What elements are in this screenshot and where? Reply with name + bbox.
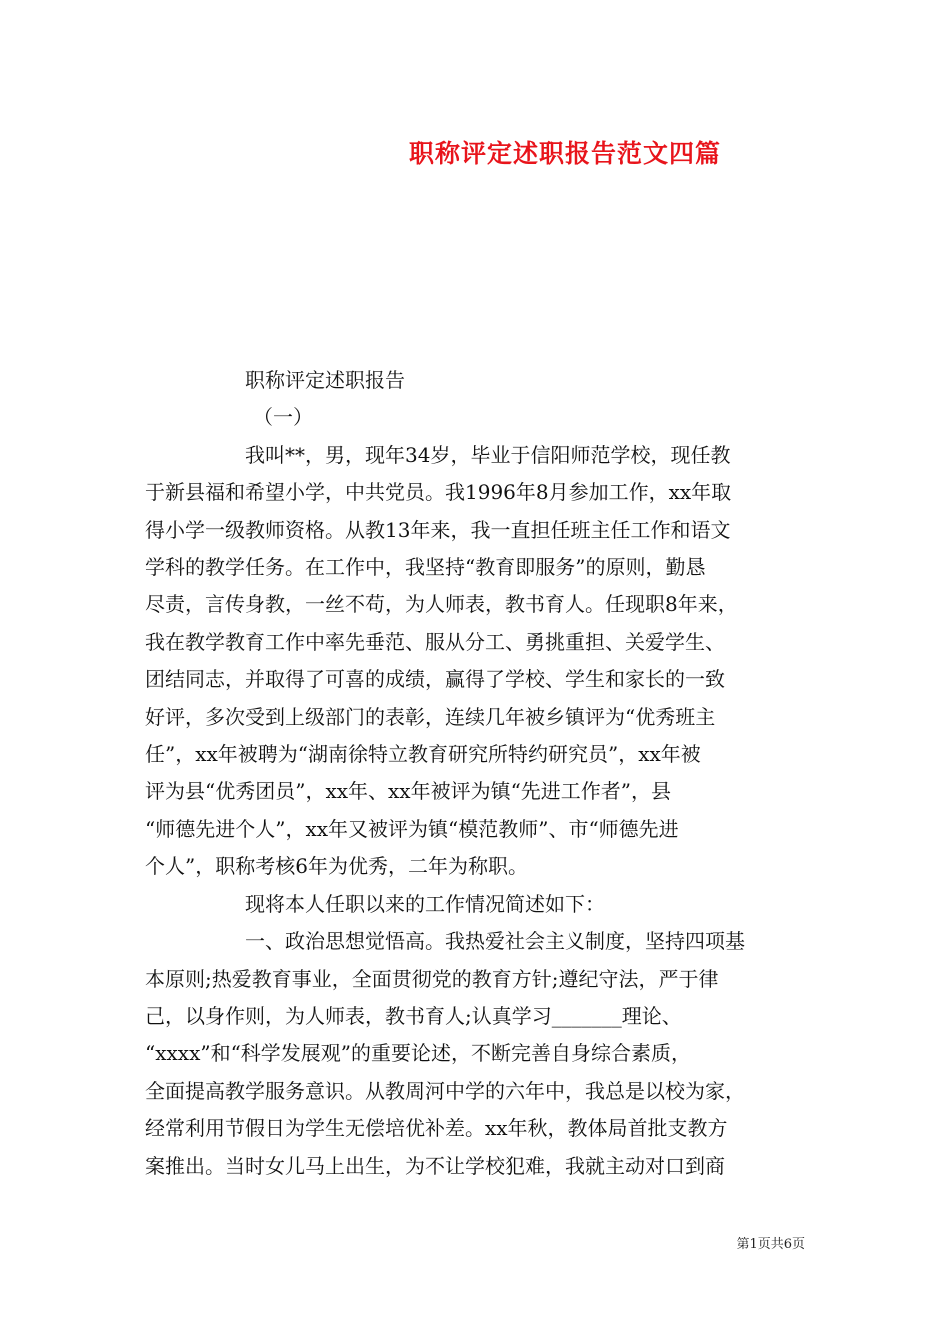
paragraph-line: 团结同志，并取得了可喜的成绩，赢得了学校、学生和家长的一致 <box>145 667 725 692</box>
document-title-text: 职称评定述职报告范文四篇 <box>408 139 721 168</box>
paragraph-line: 经常利用节假日为学生无偿培优补差。xx年秋，教体局首批支教方 <box>145 1116 728 1141</box>
paragraph-line: 己，以身作则，为人师表，教书育人;认真学习_______理论、 <box>145 1003 682 1028</box>
paragraph-line: 任”，xx年被聘为“湖南徐特立教育研究所特约研究员”，xx年被 <box>145 742 701 767</box>
paragraph-line: 个人”，职称考核6年为优秀，二年为称职。 <box>145 854 528 879</box>
page-footer <box>0 1233 805 1252</box>
paragraph-line: 学科的教学任务。在工作中，我坚持“教育即服务”的原则，勤恳 <box>145 555 706 580</box>
paragraph-line: 一、政治思想觉悟高。我热爱社会主义制度，坚持四项基 <box>245 929 745 954</box>
paragraph-line: 于新县福和希望小学，中共党员。我1996年8月参加工作，xx年取 <box>145 480 732 505</box>
paragraph-line: 我在教学教育工作中率先垂范、服从分工、勇挑重担、关爱学生、 <box>145 629 725 654</box>
paragraph-line: 本原则;热爱教育事业，全面贯彻党的教育方针;遵纪守法，严于律 <box>145 966 719 991</box>
paragraph-line: 我叫**，男，现年34岁，毕业于信阳师范学校，现任教 <box>245 442 731 467</box>
document-title <box>0 134 950 170</box>
paragraph-line: 好评，多次受到上级部门的表彰，连续几年被乡镇评为“优秀班主 <box>145 704 716 729</box>
page-number: 第1页共6页 <box>736 1237 805 1252</box>
section-label: （一） <box>253 405 313 430</box>
document-body <box>145 362 825 1185</box>
report-heading: 职称评定述职报告 <box>245 368 405 392</box>
paragraph-line: 全面提高教学服务意识。从教周河中学的六年中，我总是以校为家， <box>145 1078 745 1103</box>
paragraph-line: 尽责，言传身教，一丝不苟，为人师表，教书育人。任现职8年来， <box>145 592 738 617</box>
paragraph-line: 评为县“优秀团员”，xx年、xx年被评为镇“先进工作者”，县 <box>145 779 672 804</box>
paragraph-line: “师德先进个人”，xx年又被评为镇“模范教师”、市“师德先进 <box>145 816 679 841</box>
paragraph-line: “xxxx”和“科学发展观”的重要论述，不断完善自身综合素质， <box>145 1041 692 1066</box>
paragraph-line: 得小学一级教师资格。从教13年来，我一直担任班主任工作和语文 <box>145 517 731 542</box>
paragraph-line: 案推出。当时女儿马上出生，为不让学校犯难，我就主动对口到商 <box>145 1153 725 1178</box>
paragraph-line: 现将本人任职以来的工作情况简述如下： <box>245 891 605 916</box>
